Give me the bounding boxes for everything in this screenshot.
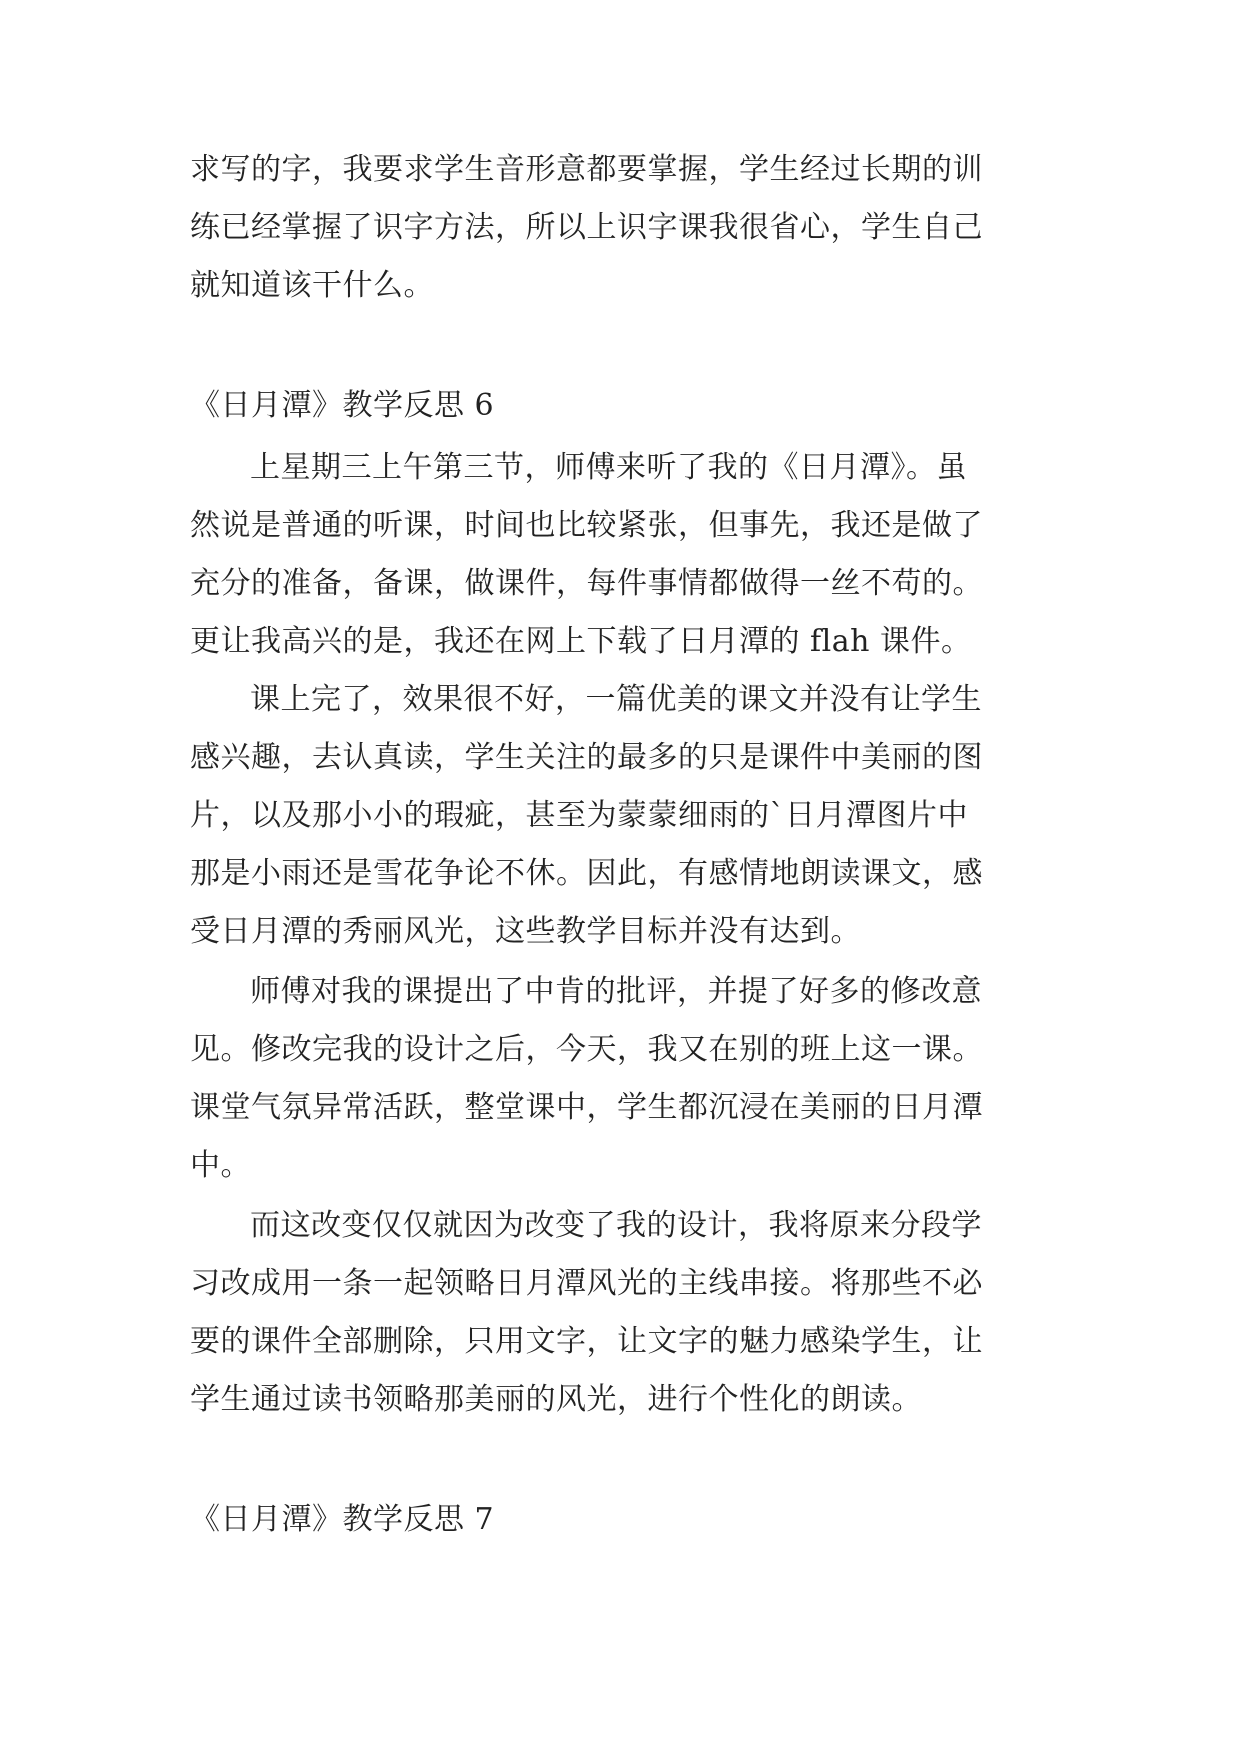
intro-line: 就知道该干什么。 (190, 268, 434, 303)
paragraph-line: 充分的准备，备课，做课件，每件事情都做得一丝不苟的。 (190, 566, 983, 601)
paragraph-line: 感兴趣，去认真读，学生关注的最多的只是课件中美丽的图 (190, 740, 983, 775)
section-heading-6: 《日月潭》教学反思 6 (190, 388, 495, 423)
paragraph-line: 课堂气氛异常活跃，整堂课中，学生都沉浸在美丽的日月潭 (190, 1090, 983, 1125)
paragraph-line: 片，以及那小小的瑕疵，甚至为蒙蒙细雨的`日月潭图片中 (190, 798, 968, 833)
paragraph-line: 要的课件全部删除，只用文字，让文字的魅力感染学生，让 (190, 1324, 983, 1359)
paragraph-line: 那是小雨还是雪花争论不休。因此，有感情地朗读课文，感 (190, 856, 983, 891)
paragraph-line: 上星期三上午第三节，师傅来听了我的《日月潭》。虽 (250, 450, 967, 485)
paragraph-line: 课上完了，效果很不好，一篇优美的课文并没有让学生 (250, 682, 982, 717)
paragraph-line: 习改成用一条一起领略日月潭风光的主线串接。将那些不必 (190, 1266, 983, 1301)
paragraph-line: 而这改变仅仅就因为改变了我的设计，我将原来分段学 (250, 1208, 982, 1243)
paragraph-line: 学生通过读书领略那美丽的风光，进行个性化的朗读。 (190, 1382, 922, 1417)
paragraph-line: 见。修改完我的设计之后，今天，我又在别的班上这一课。 (190, 1032, 983, 1067)
paragraph-line: 受日月潭的秀丽风光，这些教学目标并没有达到。 (190, 914, 861, 949)
paragraph-line: 然说是普通的听课，时间也比较紧张，但事先，我还是做了 (190, 508, 983, 543)
paragraph-line: 中。 (190, 1148, 251, 1183)
intro-line: 练已经掌握了识字方法，所以上识字课我很省心，学生自己 (190, 210, 983, 245)
paragraph-line: 更让我高兴的是，我还在网上下载了日月潭的 flah 课件。 (190, 624, 972, 659)
paragraph-line: 师傅对我的课提出了中肯的批评，并提了好多的修改意 (250, 974, 982, 1009)
section-heading-7: 《日月潭》教学反思 7 (190, 1502, 495, 1537)
intro-line: 求写的字，我要求学生音形意都要掌握，学生经过长期的训 (190, 152, 983, 187)
